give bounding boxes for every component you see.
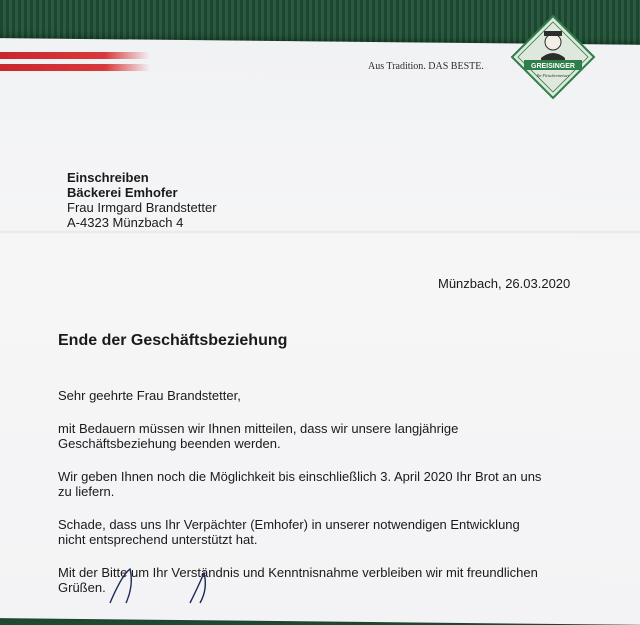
paragraph-3-line-1: Schade, dass uns Ihr Verpächter (Emhofer) in unserer notwendigen Entwicklung <box>58 517 520 532</box>
recipient-line-3: Frau Irmgard Brandstetter <box>67 200 217 215</box>
paragraph-1-line-1: mit Bedauern müssen wir Ihnen mitteilen, dass wir unsere langjährige <box>58 421 459 436</box>
paragraph-2-line-1: Wir geben Ihnen noch die Möglichkeit bis einschließlich 3. April 2020 Ihr Brot an uns <box>58 469 542 484</box>
place-date: Münzbach, 26.03.2020 <box>438 276 571 291</box>
letterhead-stripe <box>0 52 150 59</box>
paragraph-3-line-2: nicht entsprechend unterstützt hat. <box>58 532 258 547</box>
paragraph-4-line-1: Mit der Bitte um Ihr Verständnis und Kenntnisnahme verbleiben wir mit freundlichen <box>58 565 538 580</box>
recipient-line-2: Bäckerei Emhofer <box>67 185 178 200</box>
salutation: Sehr geehrte Frau Brandstetter, <box>58 388 241 403</box>
paragraph-2-line-2: zu liefern. <box>58 484 115 499</box>
handwritten-signature <box>100 565 230 605</box>
greisinger-logo <box>510 14 596 100</box>
logo-wordmark: GREISINGER <box>531 63 575 70</box>
subject-line: Ende der Geschäftsbeziehung <box>58 332 288 349</box>
letterhead-tagline: Aus Tradition. DAS BESTE. <box>368 61 484 72</box>
logo-subtext: Ihr Fleischermeister <box>536 73 570 78</box>
recipient-line-4: A-4323 Münzbach 4 <box>67 215 184 230</box>
paragraph-4-line-2: Grüßen. <box>58 580 106 595</box>
recipient-line-1: Einschreiben <box>67 170 149 185</box>
paragraph-1-line-2: Geschäftsbeziehung beenden werden. <box>58 436 281 451</box>
letterhead-stripe <box>0 64 150 71</box>
